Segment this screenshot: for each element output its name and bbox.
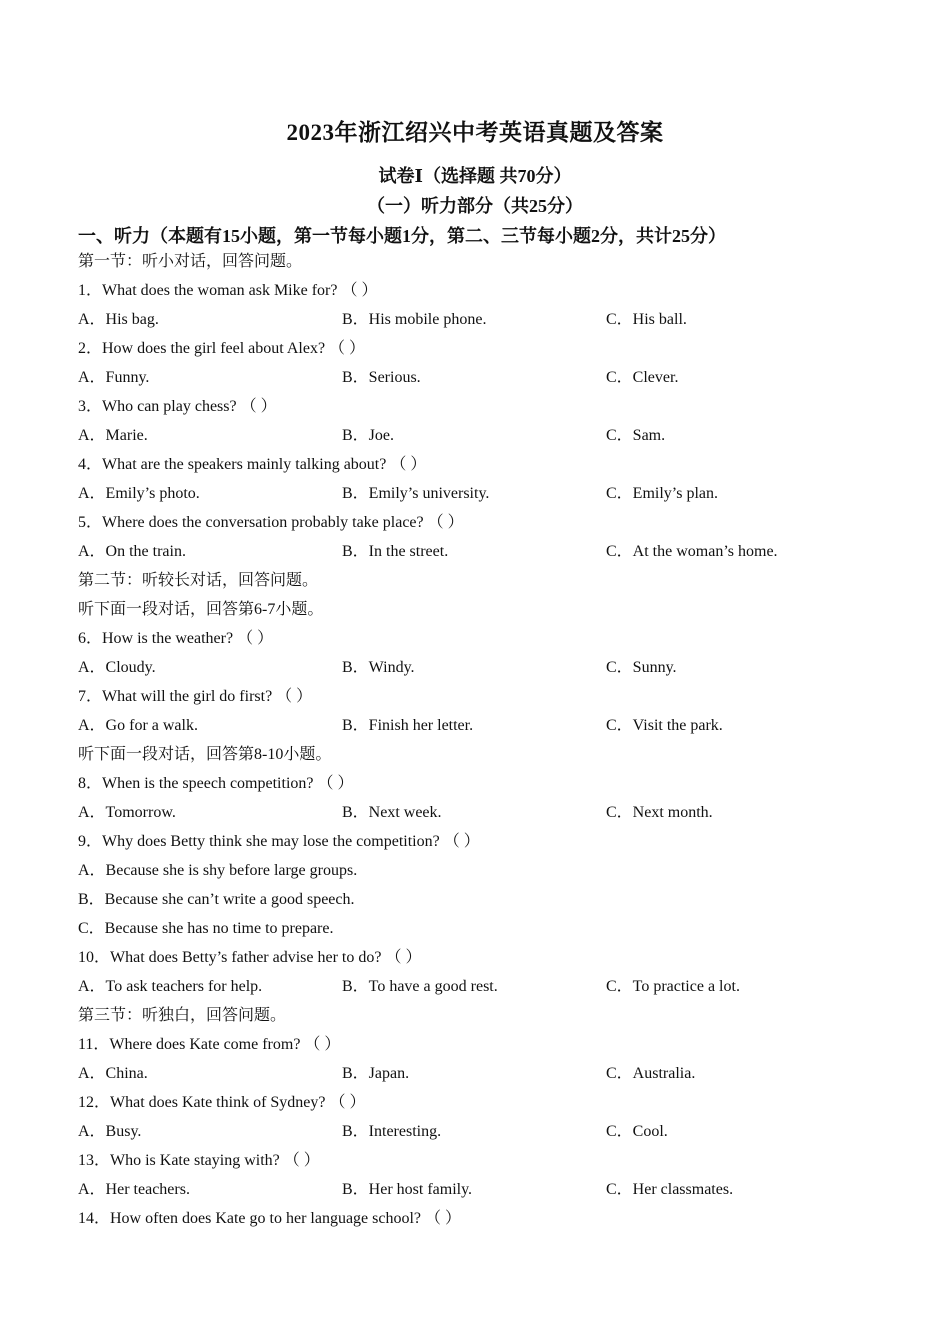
answer-option: A．Emily’s photo. [78, 485, 200, 502]
question-text: 12．What does Kate think of Sydney? （ ） [78, 1094, 366, 1111]
question-text: 6．How is the weather? （ ） [78, 630, 274, 647]
question-text: 5．Where does the conversation probably take place? （ ） [78, 514, 464, 531]
answer-option: A．Marie. [78, 427, 148, 444]
answer-option: C．To practice a lot. [606, 978, 740, 995]
answer-option: C．At the woman’s home. [606, 543, 778, 560]
answer-option: A．To ask teachers for help. [78, 978, 263, 995]
answer-option: A．Funny. [78, 369, 150, 386]
question-text: 8．When is the speech competition? （ ） [78, 775, 354, 792]
answer-option: A．Busy. [78, 1123, 142, 1140]
question-text: 4．What are the speakers mainly talking about? （ ） [78, 456, 427, 473]
answer-option: C．Sam. [606, 427, 666, 444]
instruction-text: 听下面一段对话，回答第8-10小题。 [78, 746, 332, 763]
answer-option: C．Her classmates. [606, 1181, 734, 1198]
answer-option: B．In the street. [342, 543, 449, 560]
instruction-text: B．Because she can’t write a good speech. [78, 891, 355, 908]
instruction-text: 听下面一段对话，回答第6-7小题。 [78, 601, 324, 618]
question-text: 11．Where does Kate come from? （ ） [78, 1036, 341, 1053]
answer-option: B．To have a good rest. [342, 978, 498, 995]
instruction-text: 第一节：听小对话，回答问题。 [78, 253, 303, 270]
answer-option: C．Australia. [606, 1065, 696, 1082]
paper-title: 试卷Ⅰ（选择题 共70分） [378, 166, 572, 186]
part-title: （一）听力部分（共25分） [367, 196, 583, 216]
answer-option: C．His ball. [606, 311, 687, 328]
answer-option: C．Next month. [606, 804, 713, 821]
answer-option: C．Visit the park. [606, 717, 723, 734]
answer-option: C．Emily’s plan. [606, 485, 719, 502]
answer-option: B．Emily’s university. [342, 485, 490, 502]
answer-option: B．Joe. [342, 427, 395, 444]
answer-option: A．Tomorrow. [78, 804, 176, 821]
question-text: 3．Who can play chess? （ ） [78, 398, 277, 415]
answer-option: C．Sunny. [606, 659, 677, 676]
question-text: 7．What will the girl do first? （ ） [78, 688, 313, 705]
answer-option: B．Her host family. [342, 1181, 473, 1198]
instruction-text: C．Because she has no time to prepare. [78, 920, 334, 937]
section-heading: 一、听力（本题有15小题，第一节每小题1分，第二、三节每小题2分，共计25分） [78, 226, 726, 246]
document-title: 2023年浙江绍兴中考英语真题及答案 [286, 120, 664, 145]
answer-option: B．Interesting. [342, 1123, 442, 1140]
answer-option: B．Serious. [342, 369, 421, 386]
question-text: 9．Why does Betty think she may lose the competition? （ ） [78, 833, 480, 850]
question-text: 10．What does Betty’s father advise her to do? （ ） [78, 949, 422, 966]
instruction-text: 第三节：听独白，回答问题。 [78, 1007, 287, 1024]
answer-option: A．Go for a walk. [78, 717, 198, 734]
question-text: 1．What does the woman ask Mike for? （ ） [78, 282, 378, 299]
answer-option: B．His mobile phone. [342, 311, 487, 328]
answer-option: A．His bag. [78, 311, 159, 328]
instruction-text: A．Because she is shy before large groups. [78, 862, 358, 879]
question-text: 13．Who is Kate staying with? （ ） [78, 1152, 320, 1169]
answer-option: B．Finish her letter. [342, 717, 474, 734]
answer-option: A．On the train. [78, 543, 186, 560]
answer-option: B．Windy. [342, 659, 415, 676]
instruction-text: 第二节：听较长对话，回答问题。 [78, 572, 319, 589]
answer-option: B．Japan. [342, 1065, 410, 1082]
answer-option: A．Her teachers. [78, 1181, 190, 1198]
answer-option: A．China. [78, 1065, 148, 1082]
question-text: 14．How often does Kate go to her language school? （ ） [78, 1210, 462, 1227]
question-text: 2．How does the girl feel about Alex? （ ） [78, 340, 366, 357]
answer-option: B．Next week. [342, 804, 442, 821]
answer-option: C．Clever. [606, 369, 679, 386]
answer-option: A．Cloudy. [78, 659, 156, 676]
answer-option: C．Cool. [606, 1123, 668, 1140]
